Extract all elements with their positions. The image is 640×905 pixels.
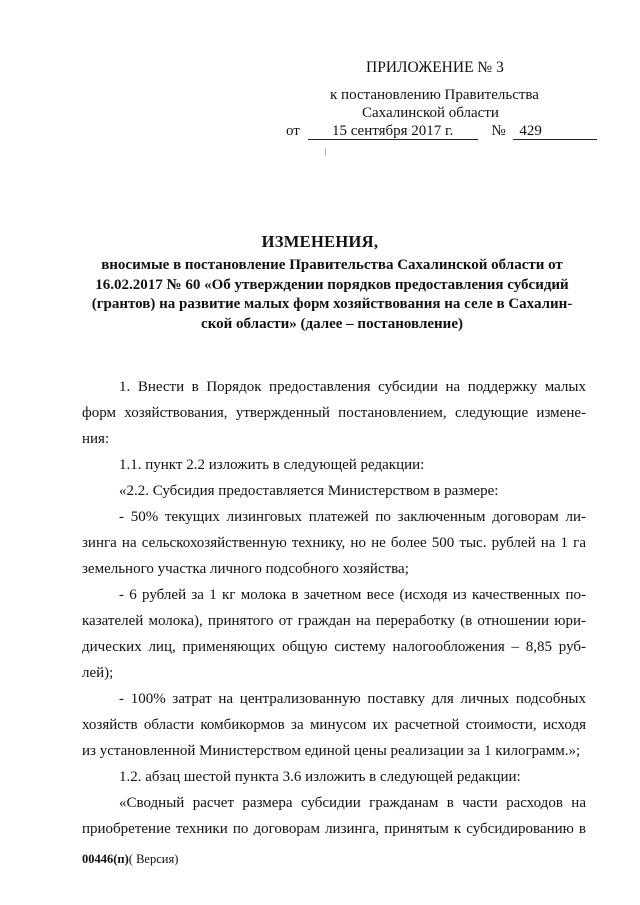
number-sign: № — [491, 123, 506, 139]
to-decree-line: к постановлению Правительства — [330, 87, 539, 103]
body-line: дических лиц, применяющих общую систему налогообложения – 8,85 руб- — [82, 639, 586, 655]
document-code: 00446(п) — [82, 852, 129, 866]
document-footer — [82, 852, 178, 867]
body-line: - 50% текущих лизинговых платежей по заключенным договорам ли- — [119, 509, 586, 525]
body-line: 1. Внести в Порядок предоставления субсидии на поддержку малых — [119, 379, 586, 395]
body-line: приобретение техники по договорам лизинга, принятым к субсидированию в — [82, 821, 586, 837]
from-label: от — [286, 123, 300, 139]
version-label: ( Версия) — [128, 852, 179, 866]
scan-mark — [325, 148, 326, 156]
subtitle-line: вносимые в постановление Правительства Сахалинской области от — [101, 257, 563, 273]
body-line: - 100% затрат на централизованную поставку для личных подсобных — [119, 691, 586, 707]
document-body — [82, 374, 586, 842]
document-subtitle — [82, 256, 582, 334]
document-title: ИЗМЕНЕНИЯ, — [261, 232, 379, 251]
body-line: «Сводный расчет размера субсидии гражданам в части расходов на — [119, 795, 586, 811]
subtitle-line: 16.02.2017 № 60 «Об утверждении порядков предоставления субсидий — [95, 276, 569, 293]
subtitle-line: ской области» (далее – постановление) — [201, 315, 463, 332]
body-line: земельного участка личного подсобного хозяйства; — [82, 561, 409, 577]
body-line: 1.2. абзац шестой пункта 3.6 изложить в следующей редакции: — [119, 769, 521, 785]
decree-date: 15 сентября 2017 г. — [308, 123, 478, 140]
appendix-label: ПРИЛОЖЕНИЕ № 3 — [366, 59, 504, 76]
subtitle-line: (грантов) на развитие малых форм хозяйствования на селе в Сахалин- — [91, 296, 573, 312]
decree-number: 429 — [513, 123, 597, 140]
body-line: форм хозяйствования, утвержденный постановлением, следующие измене- — [82, 405, 586, 421]
body-line: казателей молока), принятого от граждан на переработку (в отношении юри- — [82, 613, 586, 629]
body-line: - 6 рублей за 1 кг молока в зачетном весе (исходя из качественных по- — [119, 587, 586, 603]
date-number-line — [286, 122, 597, 140]
body-line: 1.1. пункт 2.2 изложить в следующей редакции: — [119, 457, 425, 473]
region-line: Сахалинской области — [362, 105, 499, 121]
body-line: из установленной Министерством единой цены реализации за 1 килограмм.»; — [82, 743, 581, 759]
body-line: хозяйств области комбикормов за минусом их расчетной стоимости, исходя — [82, 717, 586, 733]
body-line: лей); — [82, 665, 114, 681]
body-line: ния: — [82, 431, 110, 447]
body-line: зинга на сельскохозяйственную технику, но не более 500 тыс. рублей на 1 га — [82, 535, 586, 551]
body-line: «2.2. Субсидия предоставляется Министерством в размере: — [119, 483, 499, 499]
